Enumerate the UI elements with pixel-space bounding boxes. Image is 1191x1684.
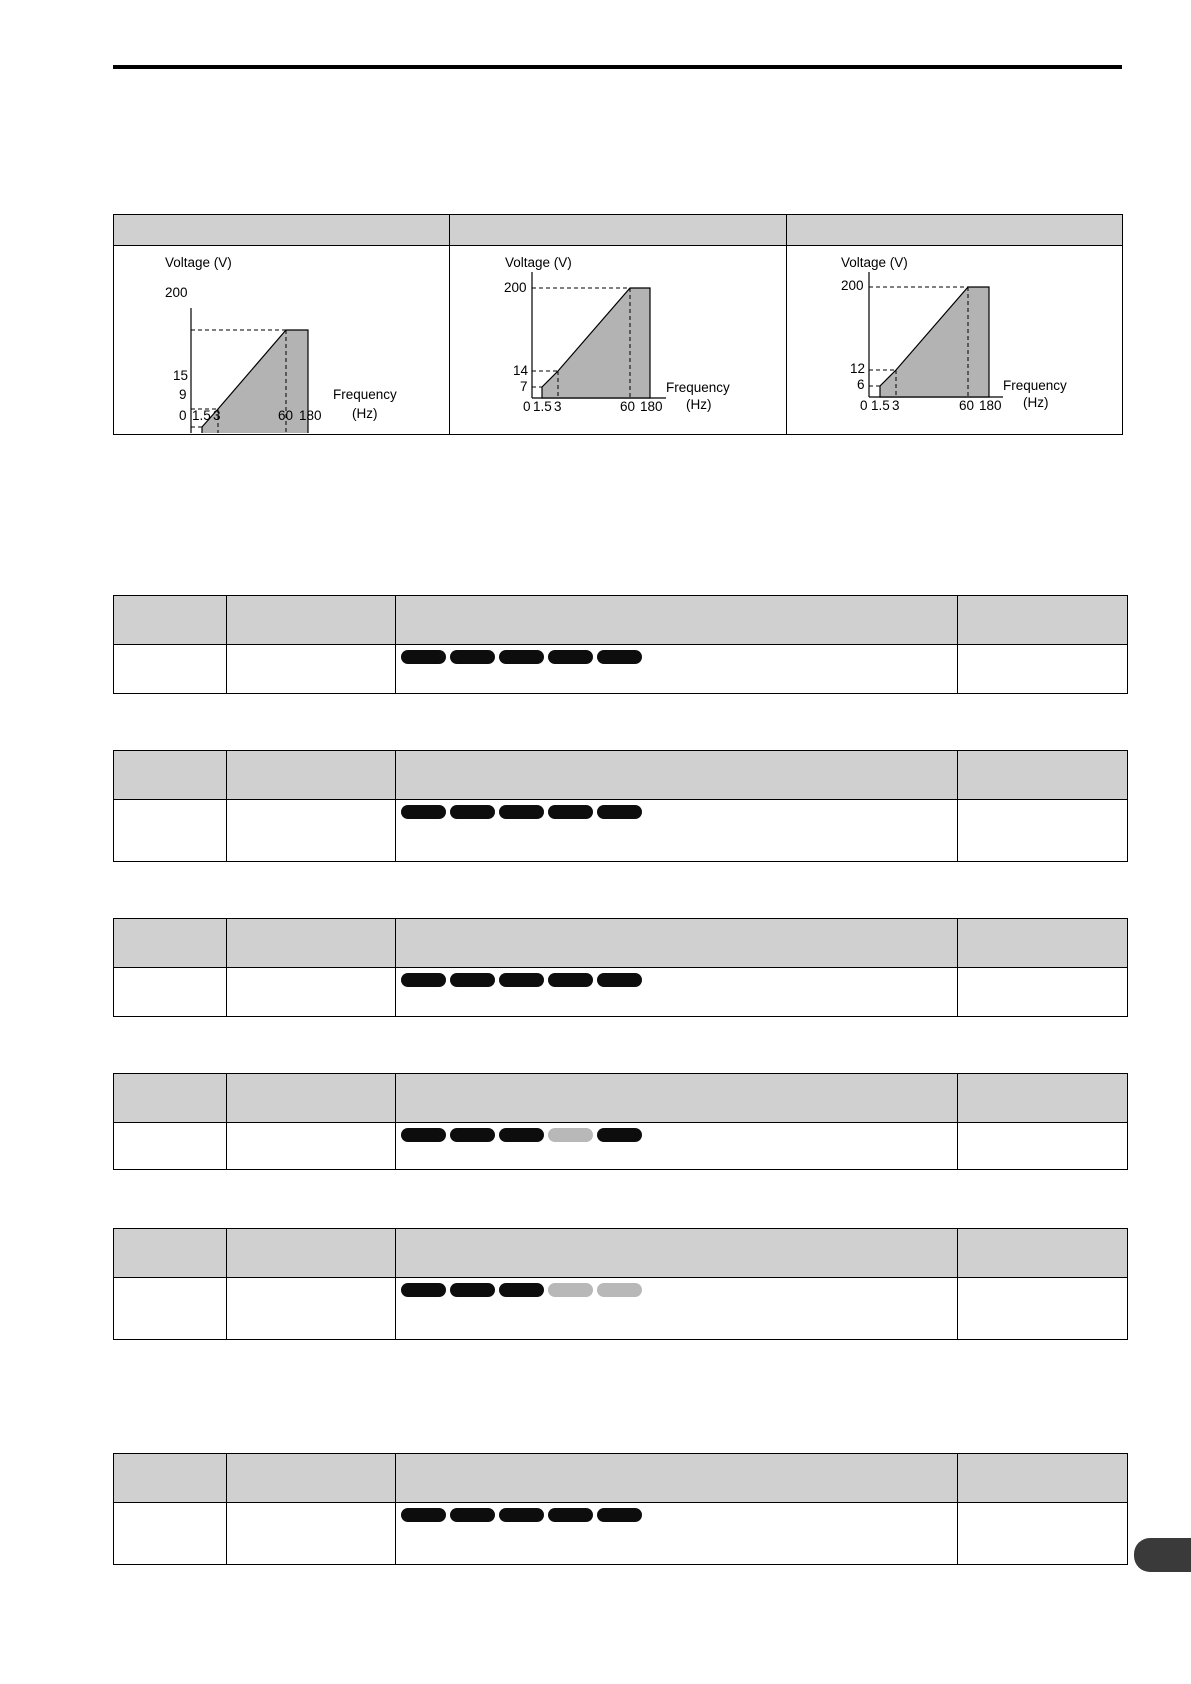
tick-f-3: 3	[554, 399, 562, 414]
parameter-table-header	[114, 1454, 1128, 1503]
tick-f-0: 0	[859, 398, 868, 413]
header-cell	[396, 751, 958, 800]
tick-f-180: 180	[299, 408, 322, 423]
tick-v-200: 200	[504, 280, 527, 295]
description-cell	[396, 645, 958, 694]
tick-v-200: 200	[840, 278, 864, 293]
tick-v-14: 14	[513, 363, 529, 378]
mode-badge	[548, 805, 593, 819]
header-cell	[958, 1074, 1128, 1123]
parameter-table-header	[114, 751, 1128, 800]
mode-badge	[450, 1508, 495, 1522]
header-cell	[227, 751, 396, 800]
tick-v-15: 15	[173, 368, 189, 383]
mode-badge	[597, 973, 642, 987]
mode-badge	[597, 805, 642, 819]
header-cell	[227, 1454, 396, 1503]
parameter-table	[113, 595, 1128, 694]
mode-badge	[401, 1128, 446, 1142]
parameter-name-cell	[227, 645, 396, 694]
voltage-axis-label: Voltage (V)	[165, 255, 232, 270]
tick-f-1-5: 1.5	[192, 408, 211, 423]
header-cell	[114, 596, 227, 645]
mode-badge	[401, 973, 446, 987]
parameter-number-cell	[114, 1123, 227, 1170]
tick-v-6: 6	[856, 377, 865, 392]
frequency-axis-label: Frequency	[333, 387, 397, 402]
parameter-table	[113, 1073, 1128, 1170]
header-cell	[114, 1074, 227, 1123]
vf-header-cell	[114, 215, 450, 246]
description-cell	[396, 800, 958, 862]
tick-f-60: 60	[278, 408, 294, 423]
parameter-table-header	[114, 1074, 1128, 1123]
tick-f-0: 0	[523, 399, 531, 414]
vf-graph-cell	[450, 246, 786, 435]
header-cell	[396, 596, 958, 645]
frequency-axis-label: Frequency	[1002, 378, 1067, 393]
description-cell	[396, 1503, 958, 1565]
header-cell	[396, 1229, 958, 1278]
header-cell	[958, 1229, 1128, 1278]
vf-graph-cell	[114, 246, 450, 435]
control-mode-badges	[396, 800, 957, 819]
mode-badge	[597, 1128, 642, 1142]
tick-f-60: 60	[958, 398, 974, 413]
mode-badge	[450, 1128, 495, 1142]
top-rule	[113, 65, 1122, 69]
mode-badge	[499, 805, 544, 819]
tick-f-3: 3	[213, 408, 221, 423]
tick-v-9: 9	[179, 387, 187, 402]
mode-badge	[548, 650, 593, 664]
frequency-unit-label: (Hz)	[1022, 395, 1049, 410]
vf-header-cell	[450, 215, 786, 246]
parameter-name-cell	[227, 1278, 396, 1340]
parameter-name-cell	[227, 1123, 396, 1170]
parameter-table-header	[114, 1229, 1128, 1278]
parameter-number-cell	[114, 968, 227, 1017]
header-cell	[114, 751, 227, 800]
mode-badge	[499, 973, 544, 987]
tick-v-7: 7	[520, 379, 528, 394]
parameter-name-cell	[227, 800, 396, 862]
header-cell	[396, 919, 958, 968]
mode-badge	[499, 1128, 544, 1142]
parameter-number-cell	[114, 800, 227, 862]
tick-f-0: 0	[179, 408, 187, 423]
parameter-number-cell	[114, 1278, 227, 1340]
parameter-row	[114, 1123, 1128, 1170]
parameter-row	[114, 1503, 1128, 1565]
parameter-name-cell	[227, 968, 396, 1017]
mode-badge	[450, 805, 495, 819]
mode-badge	[499, 650, 544, 664]
control-mode-badges	[396, 645, 957, 664]
frequency-unit-label: (Hz)	[686, 397, 712, 412]
default-value-cell	[958, 1278, 1128, 1340]
parameter-table	[113, 1453, 1128, 1565]
mode-badge	[450, 973, 495, 987]
vf-pattern-table	[113, 214, 1123, 435]
header-cell	[396, 1454, 958, 1503]
mode-badge	[548, 1283, 593, 1297]
vf-table-header	[114, 215, 1123, 246]
mode-badge	[597, 1508, 642, 1522]
parameter-number-cell	[114, 645, 227, 694]
frequency-unit-label: (Hz)	[352, 406, 378, 421]
parameter-row	[114, 800, 1128, 862]
parameter-table	[113, 1228, 1128, 1340]
mode-badge	[450, 650, 495, 664]
voltage-axis-label: Voltage (V)	[840, 255, 908, 270]
mode-badge	[401, 1508, 446, 1522]
header-cell	[114, 1229, 227, 1278]
mode-badge	[548, 973, 593, 987]
header-cell	[227, 596, 396, 645]
description-cell	[396, 968, 958, 1017]
chapter-side-tab	[1134, 1538, 1191, 1572]
default-value-cell	[958, 968, 1128, 1017]
header-cell	[396, 1074, 958, 1123]
parameter-table	[113, 750, 1128, 862]
description-cell	[396, 1123, 958, 1170]
header-cell	[227, 919, 396, 968]
mode-badge	[401, 650, 446, 664]
frequency-axis-label: Frequency	[666, 380, 731, 395]
header-cell	[227, 1229, 396, 1278]
voltage-axis-label: Voltage (V)	[505, 255, 573, 270]
parameter-table	[113, 918, 1128, 1017]
tick-f-3: 3	[891, 398, 900, 413]
header-cell	[227, 1074, 396, 1123]
header-cell	[958, 751, 1128, 800]
vf-graph	[787, 246, 1123, 433]
parameter-row	[114, 968, 1128, 1017]
mode-badge	[548, 1128, 593, 1142]
mode-badge	[597, 1283, 642, 1297]
tick-f-180: 180	[640, 399, 663, 414]
tick-f-60: 60	[620, 399, 636, 414]
vf-graph	[450, 246, 786, 433]
header-cell	[958, 1454, 1128, 1503]
tick-v-200: 200	[165, 285, 188, 300]
parameter-name-cell	[227, 1503, 396, 1565]
mode-badge	[548, 1508, 593, 1522]
parameter-number-cell	[114, 1503, 227, 1565]
default-value-cell	[958, 645, 1128, 694]
parameter-row	[114, 1278, 1128, 1340]
default-value-cell	[958, 1123, 1128, 1170]
tick-f-1-5: 1.5	[533, 399, 553, 414]
default-value-cell	[958, 1503, 1128, 1565]
control-mode-badges	[396, 1503, 957, 1522]
vf-table-body	[114, 246, 1123, 435]
header-cell	[114, 919, 227, 968]
mode-badge	[401, 1283, 446, 1297]
tick-f-180: 180	[978, 398, 1002, 413]
default-value-cell	[958, 800, 1128, 862]
parameter-table-header	[114, 919, 1128, 968]
mode-badge	[597, 650, 642, 664]
mode-badge	[499, 1283, 544, 1297]
mode-badge	[499, 1508, 544, 1522]
header-cell	[114, 1454, 227, 1503]
control-mode-badges	[396, 968, 957, 987]
control-mode-badges	[396, 1278, 957, 1297]
header-cell	[958, 919, 1128, 968]
mode-badge	[450, 1283, 495, 1297]
tick-v-12: 12	[849, 361, 865, 376]
tick-f-1-5: 1.5	[870, 398, 890, 413]
parameter-row	[114, 645, 1128, 694]
description-cell	[396, 1278, 958, 1340]
header-cell	[958, 596, 1128, 645]
vf-header-cell	[786, 215, 1122, 246]
vf-graph	[114, 246, 450, 433]
mode-badge	[401, 805, 446, 819]
parameter-table-header	[114, 596, 1128, 645]
control-mode-badges	[396, 1123, 957, 1142]
vf-graph-cell	[786, 246, 1122, 435]
